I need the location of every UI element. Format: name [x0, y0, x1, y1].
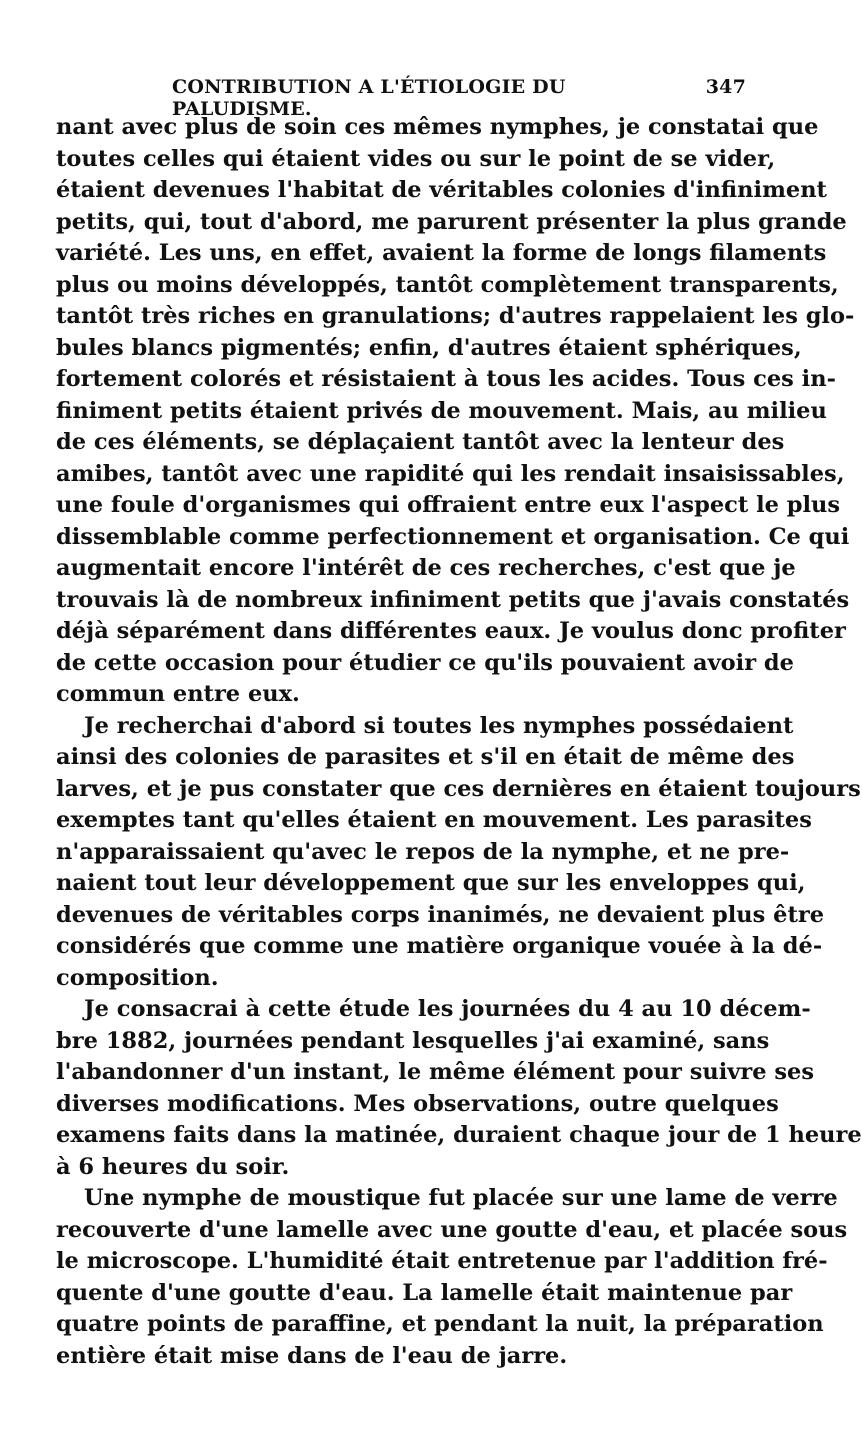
text-line: exemptes tant qu'elles étaient en mouvement. Les parasites — [56, 807, 812, 833]
text-line: entière était mise dans de l'eau de jarre. — [56, 1342, 568, 1369]
text-line: n'apparaissaient qu'avec le repos de la nymphe, et ne pre- — [56, 838, 790, 865]
text-line: Je consacrai à cette étude les journées du 4 au 10 décem- — [84, 996, 811, 1022]
text-line: devenues de véritables corps inanimés, ne devaient plus être — [56, 901, 825, 928]
text-line: quatre points de paraffine, et pendant la nuit, la préparation — [56, 1311, 824, 1337]
running-title: CONTRIBUTION A L'ÉTIOLOGIE DU PALUDISME. — [172, 76, 566, 120]
text-line: de cette occasion pour étudier ce qu'ils pouvaient avoir de — [56, 649, 794, 676]
text-line: toutes celles qui étaient vides ou sur le point de se vider, — [56, 145, 776, 172]
text-line: dissemblable comme perfectionnement et organisation. Ce qui — [56, 523, 850, 550]
text-line: considérés que comme une matière organique vouée à la dé- — [56, 933, 823, 959]
running-head — [172, 76, 746, 120]
text-line: de ces éléments, se déplaçaient tantôt avec la lenteur des — [56, 429, 785, 455]
text-line: commun entre eux. — [56, 681, 300, 707]
text-line: larves, et je pus constater que ces dernières en étaient toujours — [56, 775, 861, 802]
text-line: finiment petits étaient privés de mouvement. Mais, au milieu — [56, 397, 827, 424]
text-line: Une nymphe de moustique fut placée sur une lame de verre — [84, 1185, 838, 1211]
body-text — [56, 112, 862, 1372]
text-line: fortement colorés et résistaient à tous les acides. Tous ces in- — [56, 366, 836, 392]
paragraph — [56, 112, 855, 711]
page-number: 347 — [705, 76, 746, 98]
text-line: à 6 heures du soir. — [56, 1153, 290, 1180]
text-line: bules blancs pigmentés; enfin, d'autres étaient sphériques, — [56, 334, 802, 361]
text-line: examens faits dans la matinée, duraient chaque jour de 1 heure — [56, 1122, 862, 1148]
text-line: augmentait encore l'intérêt de ces recherches, c'est que je — [56, 555, 796, 581]
text-line: diverses modifications. Mes observations, outre quelques — [56, 1090, 779, 1117]
text-line: étaient devenues l'habitat de véritables colonies d'infiniment — [56, 177, 827, 203]
text-line: trouvais là de nombreux infiniment petits que j'avais constatés — [56, 586, 850, 613]
paragraph — [56, 1183, 848, 1372]
text-line: variété. Les uns, en effet, avaient la forme de longs filaments — [56, 240, 827, 266]
book-page — [56, 76, 862, 1372]
text-line: quente d'une goutte d'eau. La lamelle était maintenue par — [56, 1279, 793, 1306]
text-line: le microscope. L'humidité était entretenue par l'addition fré- — [56, 1248, 828, 1274]
text-line: composition. — [56, 964, 219, 991]
text-line: amibes, tantôt avec une rapidité qui les rendait insaisissables, — [56, 460, 845, 487]
text-line: naient tout leur développement que sur les enveloppes qui, — [56, 870, 806, 896]
text-line: l'abandonner d'un instant, le même élément pour suivre ses — [56, 1059, 815, 1085]
paragraph — [56, 711, 861, 995]
text-line: petits, qui, tout d'abord, me parurent présenter la plus grande — [56, 208, 847, 235]
paragraph — [56, 994, 862, 1183]
text-line: bre 1882, journées pendant lesquelles j'ai examiné, sans — [56, 1027, 770, 1054]
text-line: plus ou moins développés, tantôt complètement transparents, — [56, 271, 839, 298]
text-line: déjà séparément dans différentes eaux. Je voulus donc profiter — [56, 618, 846, 644]
text-line: tantôt très riches en granulations; d'autres rappelaient les glo- — [56, 303, 855, 329]
text-line: ainsi des colonies de parasites et s'il en était de même des — [56, 744, 795, 770]
text-line: une foule d'organismes qui offraient entre eux l'aspect le plus — [56, 492, 841, 518]
text-line: Je recherchai d'abord si toutes les nymphes possédaient — [84, 712, 794, 739]
text-line: recouverte d'une lamelle avec une goutte d'eau, et placée sous — [56, 1216, 848, 1243]
text-line: nant avec plus de soin ces mêmes nymphes, je constatai que — [56, 114, 819, 140]
